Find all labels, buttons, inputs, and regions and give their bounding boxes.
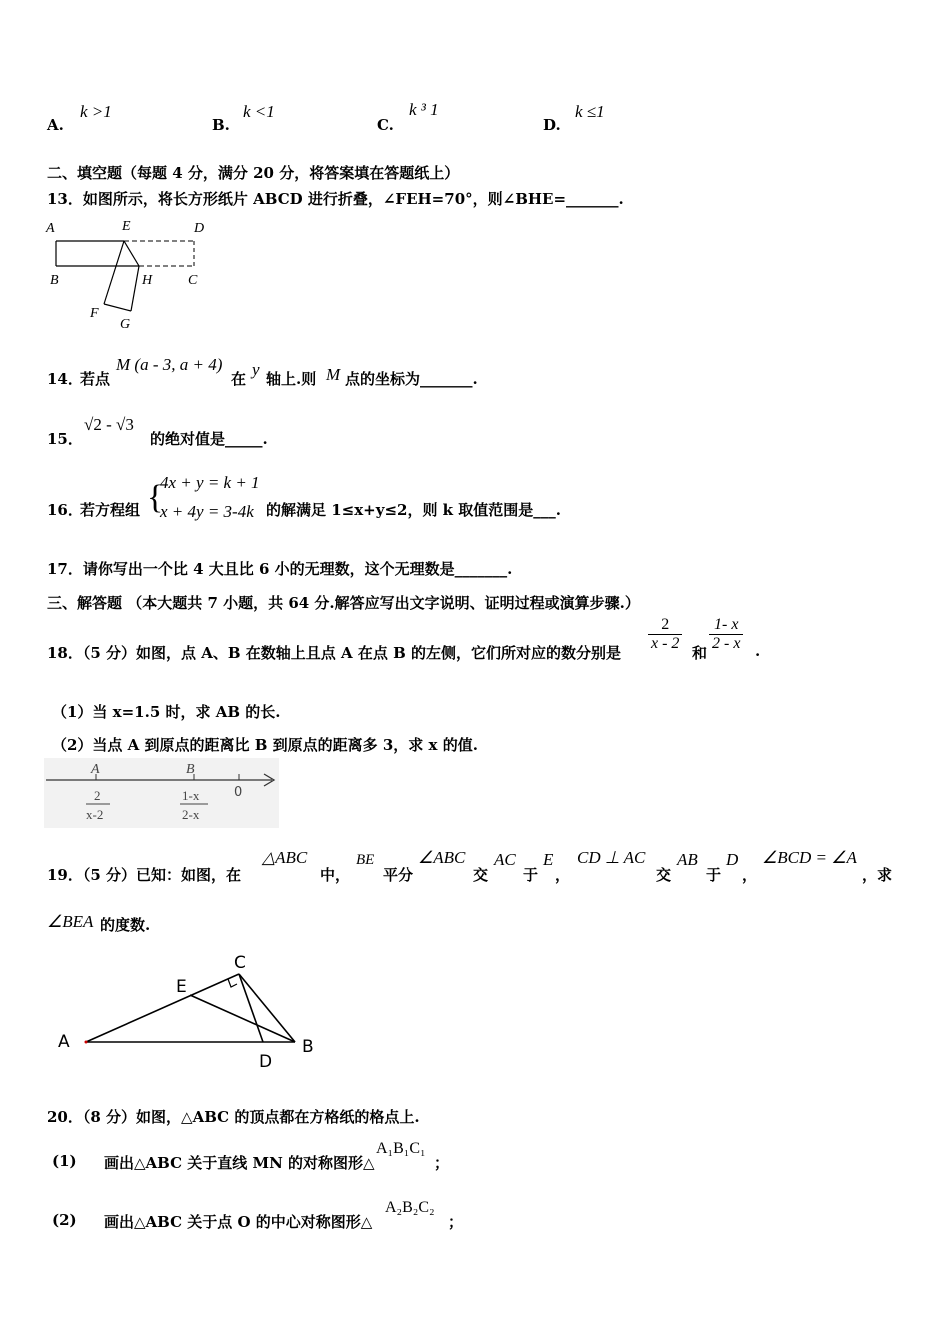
fraction-a: $\frac{2}{x - 2}$ bbox=[648, 616, 682, 653]
question-18-part-2: （2）当点 A 到原点的距离比 B 到原点的距离多 3，求 x 的值. bbox=[52, 736, 478, 754]
label-c: C bbox=[188, 273, 198, 288]
option-d-label: D. bbox=[543, 116, 561, 134]
svg-text:1-x: 1-x bbox=[182, 788, 200, 803]
origin-label: 0 bbox=[234, 785, 243, 800]
section-3-title: 三、解答题 （本大题共 7 小题，共 64 分.解答应写出文字说明、证明过程或演算步骤.） bbox=[47, 594, 640, 612]
point-a-label: A bbox=[91, 762, 100, 777]
question-20: 20．（8 分）如图，△ABC 的顶点都在方格纸的格点上. bbox=[47, 1108, 420, 1126]
point-e-label: E bbox=[176, 977, 187, 997]
fraction-b: $\frac{1- x}{2 - x}$ bbox=[709, 616, 743, 653]
fold-figure bbox=[44, 214, 214, 334]
option-c-expr: k ³ 1 bbox=[409, 100, 439, 119]
section-2-title: 二、填空题（每题 4 分，满分 20 分，将答案填在答题纸上） bbox=[47, 164, 460, 182]
option-c-label: C. bbox=[377, 116, 394, 134]
svg-text:2: 2 bbox=[94, 788, 101, 803]
svg-text:x-2: x-2 bbox=[86, 807, 104, 822]
option-d-expr: k ≤1 bbox=[575, 102, 605, 121]
equation-1: 4x + y = k + 1 bbox=[160, 473, 260, 492]
brace: { bbox=[147, 479, 164, 516]
triangle-figure bbox=[50, 950, 330, 1075]
vertex-a-label: A bbox=[58, 1032, 70, 1052]
option-b-expr: k <1 bbox=[243, 102, 275, 121]
label-g: G bbox=[120, 317, 131, 332]
vertex-b-label: B bbox=[302, 1037, 314, 1057]
label-b: B bbox=[50, 273, 59, 288]
question-13: 13．如图所示，将长方形纸片 ABCD 进行折叠，∠FEH=70°，则∠BHE=_______. bbox=[47, 190, 624, 208]
label-d: D bbox=[194, 221, 205, 236]
option-b-label: B. bbox=[212, 116, 230, 134]
vertex-c-label: C bbox=[234, 953, 246, 973]
equation-2: x + 4y = 3-4k bbox=[160, 502, 254, 521]
question-17: 17．请你写出一个比 4 大且比 6 小的无理数，这个无理数是_______. bbox=[47, 560, 513, 578]
question-18-part-1: （1）当 x=1.5 时，求 AB 的长. bbox=[52, 703, 281, 721]
option-a-label: A. bbox=[47, 116, 64, 134]
option-a-expr: k >1 bbox=[80, 102, 112, 121]
svg-text:2-x: 2-x bbox=[182, 807, 200, 822]
label-e: E bbox=[122, 219, 131, 234]
label-f: F bbox=[90, 306, 99, 321]
label-h: H bbox=[142, 273, 153, 288]
label-a: A bbox=[46, 221, 55, 236]
point-b-label: B bbox=[186, 762, 195, 777]
point-d-label: D bbox=[259, 1052, 273, 1072]
number-line-figure bbox=[44, 758, 279, 828]
